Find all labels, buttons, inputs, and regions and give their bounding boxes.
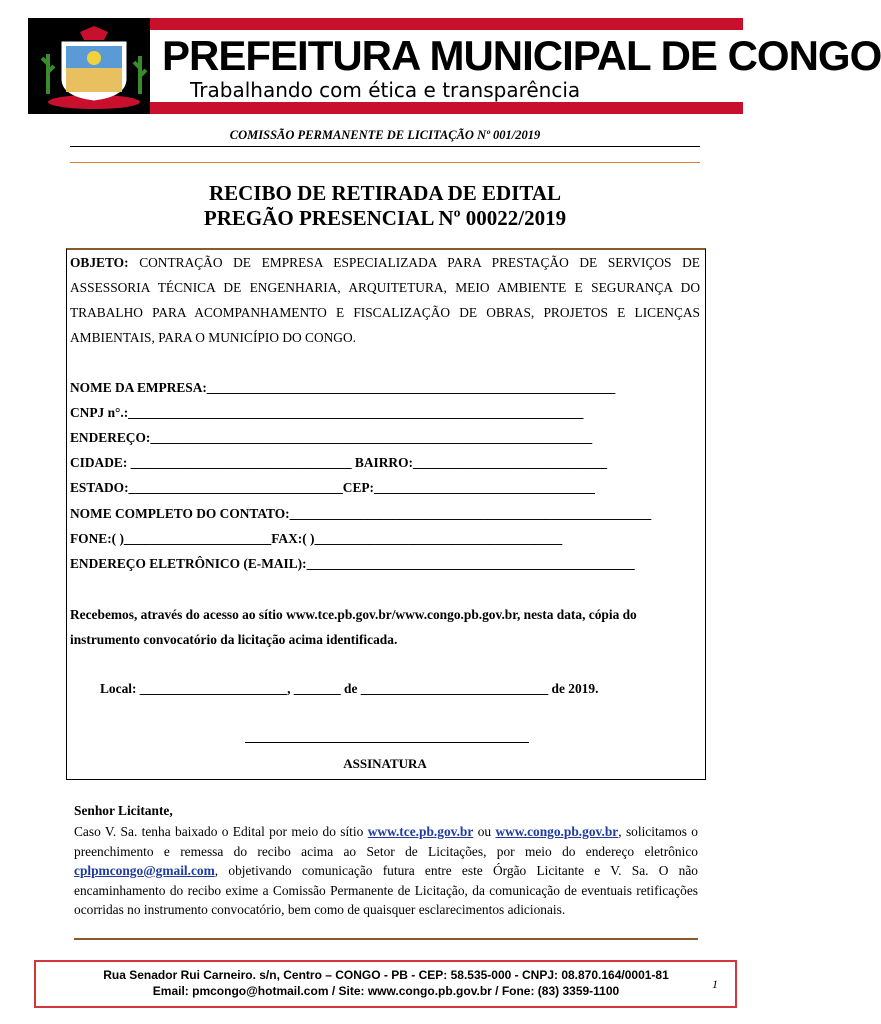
phone-fax-field[interactable]: FONE:( )______________________FAX:( )_____________________________________ [70, 531, 563, 546]
header-banner-red-top [150, 18, 743, 30]
object-text: CONTRAÇÃO DE EMPRESA ESPECIALIZADA PARA PRESTAÇÃO DE SERVIÇOS DE ASSESSORIA TÉCNICA DE ENGENHARIA, ARQUITETURA, MEIO AMBIENTE E SEGURANÇA DO TRABALHO PARA ACOMPANHAMENTO E FISCALIZAÇÃO DE OBRAS, PROJETOS E LICENÇAS AMBIENTAIS, PARA O MUNICÍPIO DO CONGO. [70, 255, 700, 345]
received-statement: Recebemos, através do acesso ao sítio www.tce.pb.gov.br/www.congo.pb.gov.br, nesta data, cópia do instrumento convocatório da licitação acima identificada. [70, 607, 637, 647]
notice-body [74, 822, 698, 920]
congo-link[interactable]: www.congo.pb.gov.br [495, 824, 619, 839]
signature-label: ASSINATURA [343, 756, 427, 771]
document-title [70, 181, 700, 231]
divider [74, 938, 698, 940]
logo-cactus-icon [134, 56, 146, 94]
logo-crown [80, 26, 108, 40]
header-slogan: Trabalhando com ética e transparência [190, 78, 581, 102]
header-title: PREFEITURA MUNICIPAL DE CONGO [162, 32, 881, 79]
divider [70, 146, 700, 147]
document-title-line1: RECIBO DE RETIRADA DE EDITAL [208, 181, 562, 205]
state-cep-field[interactable]: ESTADO:________________________________CEP:_________________________________ [70, 480, 595, 495]
divider [70, 162, 700, 163]
notice-title: Senhor Licitante, [74, 803, 173, 818]
logo-sun [87, 51, 101, 65]
footer-address: Rua Senador Rui Carneiro. s/n, Centro – CONGO - PB - CEP: 58.535-000 - CNPJ: 08.870.164/0001-81 [103, 968, 669, 982]
footer-contact: Email: pmcongo@hotmail.com / Site: www.congo.pb.gov.br / Fone: (83) 3359-1100 [152, 984, 620, 998]
company-name-field[interactable]: NOME DA EMPRESA:_____________________________________________________________ [70, 380, 616, 395]
notice-text: , objetivando comunicação futura entre este Órgão Licitante e V. Sa. O não encaminhamento do recibo exime a Comissão Permanente de Licitação, da comunicação de eventuais retificações ocorridas no instrumento convocatório, bem como de quaisquer esclarecimentos adicionais. [74, 863, 698, 917]
logo-corn-icon [42, 54, 54, 94]
notice-text: Caso V. Sa. tenha baixado o Edital por meio do sítio [74, 824, 368, 839]
contact-name-field[interactable]: NOME COMPLETO DO CONTATO:______________________________________________________ [70, 506, 652, 521]
cnpj-field[interactable]: CNPJ n°.:____________________________________________________________________ [70, 405, 584, 420]
email-field[interactable]: ENDEREÇO ELETRÔNICO (E-MAIL):_________________________________________________ [70, 556, 635, 571]
logo-field [66, 68, 122, 92]
tce-link[interactable]: www.tce.pb.gov.br [367, 824, 474, 839]
notice-text: , solicitamos o preenchimento e remessa do recibo acima ao Setor de Licitações, por meio do endereço eletrônico [74, 824, 698, 859]
coat-of-arms-logo [40, 24, 148, 110]
notice-text: ou [473, 824, 496, 839]
email-link[interactable]: cplpmcongo@gmail.com [74, 863, 215, 878]
city-district-field[interactable]: CIDADE: _________________________________ BAIRRO:_____________________________ [70, 455, 608, 470]
address-field[interactable]: ENDEREÇO:__________________________________________________________________ [70, 430, 593, 445]
page-number: 1 [712, 977, 718, 991]
object-paragraph [70, 250, 700, 350]
signature-line[interactable] [245, 742, 529, 743]
local-date-field[interactable]: Local: ______________________, _______ de ____________________________ de 2019. [100, 681, 599, 696]
header-banner-red-bottom [150, 102, 743, 114]
object-label: OBJETO: [70, 255, 129, 270]
commission-heading: COMISSÃO PERMANENTE DE LICITAÇÃO Nº 001/2019 [229, 128, 541, 142]
document-title-line2: PREGÃO PRESENCIAL Nº 00022/2019 [203, 206, 567, 230]
